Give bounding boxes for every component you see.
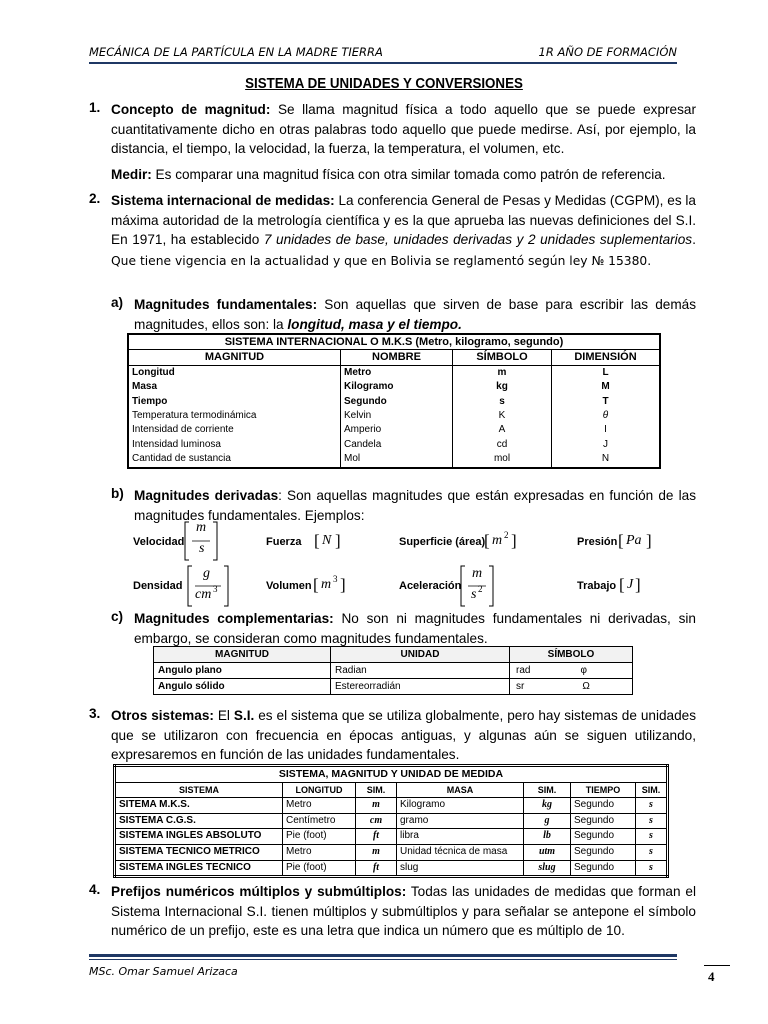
- superficie-exponent: 2: [504, 530, 509, 540]
- subsection-b-heading: Magnitudes derivadas: [134, 488, 279, 503]
- table-cell: θ: [552, 409, 661, 423]
- table-cell: cd: [453, 438, 552, 452]
- table-cell: m: [356, 844, 397, 860]
- trabajo-bracket-close: ]: [635, 575, 641, 594]
- example-fuerza-label: Fuerza: [266, 536, 302, 548]
- table-cell: Kelvin: [341, 409, 453, 423]
- table-cell: I: [552, 423, 661, 437]
- superficie-unit: m: [492, 533, 503, 548]
- table-cell: Angulo plano: [154, 663, 331, 679]
- table-cell: s: [636, 844, 668, 860]
- medir-heading: Medir:: [111, 167, 152, 182]
- table-row: [115, 860, 668, 877]
- table-cell: Segundo: [571, 813, 636, 829]
- presion-bracket-open: [: [618, 531, 624, 550]
- fuerza-bracket-open: [: [314, 531, 320, 550]
- table-cell: K: [453, 409, 552, 423]
- section-2-paragraph: [111, 191, 696, 271]
- table-cell: kg: [453, 380, 552, 394]
- superficie-bracket-open: [: [484, 531, 490, 550]
- subsection-a-paragraph: [134, 295, 696, 334]
- section-3-text-2: es el sistema que se utiliza globalmente, pero hay sistemas de unidades que se utilizaron con frecuencia en épocas antiguas, y algunas aún se siguen utilizando, expresaremos en función de las unidades fundamentales.: [111, 708, 697, 762]
- symbol-text: sr: [516, 681, 525, 692]
- table-cell: Masa: [132, 381, 158, 393]
- trabajo-bracket-open: [: [619, 575, 625, 594]
- table-cell: s: [636, 860, 668, 877]
- complementary-table: [153, 646, 633, 695]
- table-cell: s: [636, 798, 668, 814]
- table-cell: Kilogramo: [341, 380, 453, 394]
- section-1-heading: Concepto de magnitud:: [111, 102, 271, 117]
- footer-author: MSc. Omar Samuel Arizaca: [89, 965, 238, 978]
- table-cell: slug: [397, 860, 524, 877]
- subsection-c-text: No son ni magnitudes fundamentales ni derivadas, sin embargo, se consideran como magnitudes fundamentales.: [134, 611, 696, 646]
- example-presion-label: Presión: [577, 536, 618, 548]
- fuerza-unit: N: [322, 533, 332, 548]
- table-cell: Amperio: [341, 423, 453, 437]
- table-row: [128, 423, 660, 437]
- table-cell: Segundo: [571, 829, 636, 845]
- subsection-a-label: a): [111, 295, 124, 310]
- table2-header: MAGNITUD: [154, 647, 331, 663]
- section-3-text-1: El: [213, 708, 234, 723]
- table-cell: Segundo: [571, 844, 636, 860]
- section-1-number: 1.: [89, 100, 101, 115]
- table-cell: Pie (foot): [283, 829, 356, 845]
- table-row: [115, 844, 668, 860]
- page-number-rule: [704, 965, 730, 966]
- table3-header: SISTEMA: [115, 782, 283, 798]
- table1-header: MAGNITUD: [128, 350, 341, 365]
- presion-bracket-close: ]: [646, 531, 652, 550]
- table-cell: Segundo: [571, 860, 636, 877]
- table3-header: SIM.: [524, 782, 571, 798]
- header-left: MECÁNICA DE LA PARTÍCULA EN LA MADRE TIERRA: [89, 45, 383, 59]
- table-cell: utm: [524, 844, 571, 860]
- table-cell: ft: [356, 860, 397, 877]
- table3-header: LONGITUD: [283, 782, 356, 798]
- table-row: [128, 365, 660, 380]
- example-densidad-label: Densidad: [133, 580, 183, 592]
- table-row: [115, 798, 668, 814]
- subsection-c-heading: Magnitudes complementarias:: [134, 611, 334, 626]
- section-4-number: 4.: [89, 882, 101, 897]
- table-cell: Metro: [341, 365, 453, 380]
- section-2-italic: 7 unidades de base, unidades derivadas y 2 unidades suplementarios: [263, 232, 693, 247]
- table-row: [128, 409, 660, 423]
- table-cell: Radian: [331, 663, 510, 679]
- table-cell: Longitud: [132, 366, 175, 378]
- section-3-heading: Otros sistemas:: [111, 708, 214, 723]
- table2-header: SÍMBOLO: [510, 647, 633, 663]
- section-1-paragraph: [111, 100, 696, 159]
- example-trabajo-label: Trabajo: [577, 580, 617, 592]
- example-volumen-label: Volumen: [266, 580, 312, 592]
- table-cell: Cantidad de sustancia: [132, 453, 231, 465]
- page-number: 4: [708, 969, 715, 984]
- aceleracion-numerator: m: [472, 566, 483, 581]
- densidad-denominator: cm: [195, 587, 212, 602]
- table-cell: Angulo sólido: [154, 679, 331, 695]
- table-cell: s: [636, 829, 668, 845]
- table3-header: SIM.: [356, 782, 397, 798]
- table-cell: s: [636, 813, 668, 829]
- velocidad-numerator: m: [196, 520, 207, 535]
- table-cell: ft: [356, 829, 397, 845]
- table-cell: Tiempo: [132, 395, 168, 407]
- table-cell: Metro: [283, 844, 356, 860]
- table-cell: lb: [524, 829, 571, 845]
- table-cell: SISTEMA TECNICO METRICO: [115, 844, 283, 860]
- table1-caption: SISTEMA INTERNACIONAL O M.K.S (Metro, kilogramo, segundo): [128, 334, 660, 350]
- table-cell: libra: [397, 829, 524, 845]
- section-4-text: Todas las unidades de medidas que forman el Sistema Internacional S.I. tienen múltiplos y submúltiplos y para señalar se antepone el símbolo numérico de un prefijo, este es una letra que indica un número que es múltiplo de 10.: [111, 884, 696, 938]
- table-cell: SISTEMA C.G.S.: [115, 813, 283, 829]
- table-cell: slug: [524, 860, 571, 877]
- section-3-paragraph: [111, 706, 696, 765]
- section-4-paragraph: [111, 882, 696, 941]
- table-cell: Segundo: [571, 798, 636, 814]
- subsection-b-label: b): [111, 486, 124, 501]
- example-velocidad-label: Velocidad: [133, 536, 185, 548]
- fuerza-bracket-close: ]: [335, 531, 341, 550]
- table-cell: [510, 663, 633, 679]
- medir-text: Es comparar una magnitud física con otra similar tomada como patrón de referencia.: [151, 167, 666, 182]
- table-row: [128, 438, 660, 452]
- densidad-numerator: g: [203, 566, 210, 581]
- footer-rule-thin: [89, 959, 677, 960]
- systems-table: [113, 764, 669, 878]
- header-rule: [89, 62, 677, 64]
- table-cell: Temperatura termodinámica: [132, 410, 257, 422]
- table3-header: SIM.: [636, 782, 668, 798]
- section-1-text: Se llama magnitud física a todo aquello que se puede expresar cuantitativamente dicho en otras palabras todo aquello que puede medirse. Así, por ejemplo, la distancia, el tiempo, la velocidad, la fuerza, la temperatura, el volumen, etc.: [111, 102, 696, 156]
- table-cell: kg: [524, 798, 571, 814]
- subsection-b-text: : Son aquellas magnitudes que están expresadas en función de las magnitudes fundamentales. Ejemplos:: [134, 488, 696, 523]
- section-2-text-2: . Que tiene vigencia en la actualidad y que en Bolivia se reglamentó según ley № 15380.: [111, 233, 696, 268]
- aceleracion-exponent: 2: [478, 584, 483, 594]
- table-cell: Unidad técnica de masa: [397, 844, 524, 860]
- table-cell: Kilogramo: [397, 798, 524, 814]
- table-cell: J: [552, 438, 661, 452]
- table2-header: UNIDAD: [331, 647, 510, 663]
- volumen-bracket-open: [: [313, 575, 319, 594]
- volumen-bracket-close: ]: [340, 575, 346, 594]
- table1-header: NOMBRE: [341, 350, 453, 365]
- table-cell: m: [453, 365, 552, 380]
- table-cell: g: [524, 813, 571, 829]
- table1-header: DIMENSIÓN: [552, 350, 661, 365]
- presion-unit: Pa: [626, 533, 642, 548]
- section-3-number: 3.: [89, 706, 101, 721]
- subsection-a-emphasis: longitud, masa y el tiempo.: [287, 316, 462, 332]
- subsection-a-heading: Magnitudes fundamentales:: [134, 297, 318, 312]
- table-cell: [510, 679, 633, 695]
- subsection-a-text: Son aquellas que sirven de base para escribir las demás magnitudes, ellos son: la: [134, 297, 697, 332]
- example-aceleracion-label: Aceleración: [399, 580, 462, 592]
- header-right: 1R AÑO DE FORMACIÓN: [538, 45, 677, 59]
- section-2-number: 2.: [89, 191, 101, 206]
- table-cell: Metro: [283, 798, 356, 814]
- table-cell: s: [453, 395, 552, 409]
- table-cell: Centímetro: [283, 813, 356, 829]
- section-2-heading: Sistema internacional de medidas:: [111, 193, 335, 208]
- table-row: [128, 380, 660, 394]
- aceleracion-denominator: s: [471, 587, 477, 602]
- table-cell: L: [552, 365, 661, 380]
- table3-caption: SISTEMA, MAGNITUD Y UNIDAD DE MEDIDA: [115, 766, 668, 783]
- volumen-exponent: 3: [333, 574, 338, 584]
- section-4-heading: Prefijos numéricos múltiplos y submúltiplos:: [111, 884, 407, 899]
- table3-header: MASA: [397, 782, 524, 798]
- table-cell: M: [552, 380, 661, 394]
- table-cell: mol: [453, 452, 552, 467]
- superficie-bracket-close: ]: [511, 531, 517, 550]
- section-2-text-1: La conferencia General de Pesas y Medidas (CGPM), es la máxima autoridad de la metrología científica y es la que aprueba las nuevas definiciones del S.I. En 1971, ha establecido: [111, 193, 696, 247]
- table-cell: m: [356, 798, 397, 814]
- table-row: [115, 829, 668, 845]
- table-cell: Candela: [341, 438, 453, 452]
- subsection-c-paragraph: [134, 609, 696, 648]
- footer-rule-thick: [89, 954, 677, 957]
- example-superficie-label: Superficie (área): [399, 536, 486, 548]
- table-cell: T: [552, 395, 661, 409]
- table-row: [154, 663, 633, 679]
- table-cell: Intensidad luminosa: [132, 438, 221, 450]
- table-cell: Mol: [341, 452, 453, 467]
- medir-paragraph: [111, 165, 696, 185]
- table-row: [115, 813, 668, 829]
- table-cell: cm: [356, 813, 397, 829]
- table-row: [128, 452, 660, 467]
- si-units-table: [127, 333, 661, 469]
- table3-header: TIEMPO: [571, 782, 636, 798]
- symbol-glyph: φ: [580, 665, 587, 676]
- table-cell: Intensidad de corriente: [132, 424, 234, 436]
- table-cell: SISTEMA INGLES ABSOLUTO: [115, 829, 283, 845]
- section-3-si: S.I.: [233, 708, 255, 723]
- table-cell: Segundo: [341, 395, 453, 409]
- table-cell: Pie (foot): [283, 860, 356, 877]
- table-cell: SISTEMA INGLES TECNICO: [115, 860, 283, 877]
- table-cell: Estereorradián: [331, 679, 510, 695]
- table1-header: SÍMBOLO: [453, 350, 552, 365]
- symbol-glyph: Ω: [582, 681, 590, 692]
- table-cell: gramo: [397, 813, 524, 829]
- table-cell: A: [453, 423, 552, 437]
- volumen-unit: m: [321, 577, 332, 592]
- velocidad-denominator: s: [199, 541, 205, 556]
- table-row: [154, 679, 633, 695]
- table-cell: SITEMA M.K.S.: [115, 798, 283, 814]
- symbol-text: rad: [516, 665, 531, 676]
- trabajo-unit: J: [627, 577, 634, 592]
- page-title: SISTEMA DE UNIDADES Y CONVERSIONES: [245, 76, 523, 92]
- densidad-exponent: 3: [213, 584, 218, 594]
- table-cell: N: [552, 452, 661, 467]
- table-row: [128, 395, 660, 409]
- subsection-c-label: c): [111, 609, 124, 624]
